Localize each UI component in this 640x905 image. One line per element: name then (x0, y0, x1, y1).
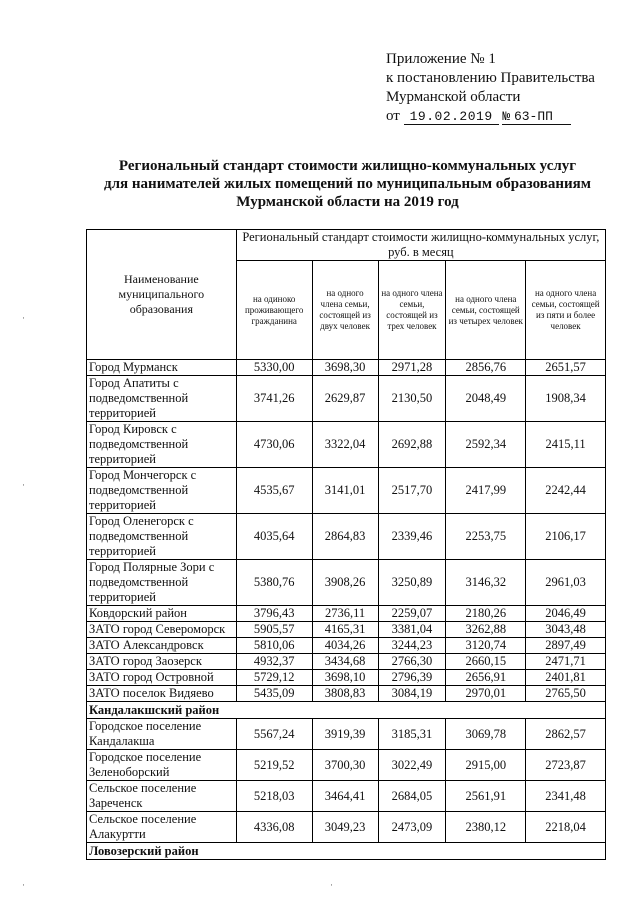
municipality-name: ЗАТО город Заозерск (87, 654, 237, 670)
table-row (87, 719, 606, 750)
cost-value: 2218,04 (526, 812, 606, 843)
section-row-kandalaksha (87, 702, 606, 719)
table-body (87, 360, 606, 860)
cost-value: 3069,78 (446, 719, 526, 750)
table-row (87, 750, 606, 781)
municipality-name: Город Кировск с подведомственной территорией (87, 422, 237, 468)
cost-value: 2339,46 (378, 514, 446, 560)
column-header: на одного члена семьи, состоящей из трех человек (378, 261, 446, 360)
municipality-name: Город Апатиты с подведомственной территорией (87, 376, 237, 422)
column-header: на одного члена семьи, состоящей из двух человек (312, 261, 378, 360)
cost-value: 2417,99 (446, 468, 526, 514)
cost-value: 2765,50 (526, 686, 606, 702)
cost-value: 2253,75 (446, 514, 526, 560)
municipality-name: Город Полярные Зори с подведомственной территорией (87, 560, 237, 606)
annex-block (386, 50, 595, 126)
municipality-name: ЗАТО город Островной (87, 670, 237, 686)
municipality-header: Наименование муниципального образования (87, 230, 237, 360)
cost-value: 4034,26 (312, 638, 378, 654)
cost-value: 3244,23 (378, 638, 446, 654)
cost-value: 3796,43 (236, 606, 312, 622)
cost-value: 2897,49 (526, 638, 606, 654)
cost-value: 2592,34 (446, 422, 526, 468)
title-line-2: для нанимателей жилых помещений по муниципальным образованиям (104, 176, 591, 192)
cost-value: 3741,26 (236, 376, 312, 422)
section-title: Кандалакшский район (87, 702, 606, 719)
column-header: на одиноко проживающего гражданина (236, 261, 312, 360)
municipality-name: Город Мончегорск с подведомственной территорией (87, 468, 237, 514)
cost-value: 2723,87 (526, 750, 606, 781)
municipality-name: Городское поселение Кандалакша (87, 719, 237, 750)
cost-value: 3022,49 (378, 750, 446, 781)
resolution-date: 19.02.2019 (404, 109, 499, 125)
municipality-name: Сельское поселение Алакуртти (87, 812, 237, 843)
cost-value: 4336,08 (236, 812, 312, 843)
column-header: на одного члена семьи, состоящей из четырех человек (446, 261, 526, 360)
cost-value: 2471,71 (526, 654, 606, 670)
column-header: на одного члена семьи, состоящей из пяти и более человек (526, 261, 606, 360)
cost-value: 3698,10 (312, 670, 378, 686)
cost-value: 3146,32 (446, 560, 526, 606)
cost-value: 2796,39 (378, 670, 446, 686)
cost-value: 5330,00 (236, 360, 312, 376)
cost-value: 3141,01 (312, 468, 378, 514)
cost-value: 2970,01 (446, 686, 526, 702)
cost-value: 3322,04 (312, 422, 378, 468)
cost-value: 2517,70 (378, 468, 446, 514)
cost-value: 2415,11 (526, 422, 606, 468)
cost-value: 3434,68 (312, 654, 378, 670)
cost-value: 2864,83 (312, 514, 378, 560)
cost-value: 2656,91 (446, 670, 526, 686)
cost-value: 1908,34 (526, 376, 606, 422)
municipality-name: ЗАТО город Североморск (87, 622, 237, 638)
cost-value: 3698,30 (312, 360, 378, 376)
table-row (87, 376, 606, 422)
municipality-name: ЗАТО поселок Видяево (87, 686, 237, 702)
municipality-name: Город Мурманск (87, 360, 237, 376)
cost-value: 5567,24 (236, 719, 312, 750)
cost-value: 2259,07 (378, 606, 446, 622)
cost-value: 4730,06 (236, 422, 312, 468)
table-row (87, 560, 606, 606)
annex-title: Приложение № 1 (386, 51, 496, 67)
cost-value: 2660,15 (446, 654, 526, 670)
cost-value: 2971,28 (378, 360, 446, 376)
title-line-3: Мурманской области на 2019 год (236, 194, 459, 210)
cost-value: 2684,05 (378, 781, 446, 812)
cost-value: 3250,89 (378, 560, 446, 606)
cost-value: 3185,31 (378, 719, 446, 750)
table-row (87, 622, 606, 638)
cost-value: 2130,50 (378, 376, 446, 422)
municipality-name: Сельское поселение Зареченск (87, 781, 237, 812)
cost-value: 2692,88 (378, 422, 446, 468)
cost-value: 5729,12 (236, 670, 312, 686)
table-row (87, 670, 606, 686)
cost-value: 2242,44 (526, 468, 606, 514)
resolution-number-wrap (502, 108, 571, 125)
table-row (87, 514, 606, 560)
municipality-name: Ковдорский район (87, 606, 237, 622)
cost-value: 3464,41 (312, 781, 378, 812)
cost-value: 2856,76 (446, 360, 526, 376)
section-title: Ловозерский район (87, 843, 606, 860)
cost-value: 2180,26 (446, 606, 526, 622)
municipality-name: Городское поселение Зеленоборский (87, 750, 237, 781)
cost-value: 2106,17 (526, 514, 606, 560)
cost-value: 5905,57 (236, 622, 312, 638)
cost-value: 4035,64 (236, 514, 312, 560)
cost-value: 2862,57 (526, 719, 606, 750)
cost-value: 3120,74 (446, 638, 526, 654)
cost-value: 3262,88 (446, 622, 526, 638)
cost-value: 3084,19 (378, 686, 446, 702)
cost-value: 2046,49 (526, 606, 606, 622)
cost-value: 5380,76 (236, 560, 312, 606)
cost-value: 4535,67 (236, 468, 312, 514)
annex-resolution: к постановлению Правительства (386, 70, 595, 86)
cost-value: 3049,23 (312, 812, 378, 843)
document-title (80, 157, 615, 211)
cost-value: 2561,91 (446, 781, 526, 812)
title-line-1: Региональный стандарт стоимости жилищно-коммунальных услуг (118, 158, 577, 174)
cost-value: 2401,81 (526, 670, 606, 686)
cost-value: 5810,06 (236, 638, 312, 654)
cost-value: 2961,03 (526, 560, 606, 606)
table-row (87, 812, 606, 843)
resolution-number: 63-ПП (513, 109, 553, 124)
cost-value: 2766,30 (378, 654, 446, 670)
municipality-name: Город Оленегорск с подведомственной территорией (87, 514, 237, 560)
table-row (87, 781, 606, 812)
cost-value: 2048,49 (446, 376, 526, 422)
cost-value: 3700,30 (312, 750, 378, 781)
cost-value: 3043,48 (526, 622, 606, 638)
standard-table (86, 229, 606, 860)
cost-value: 4165,31 (312, 622, 378, 638)
municipality-name: ЗАТО Александровск (87, 638, 237, 654)
cost-value: 2473,09 (378, 812, 446, 843)
cost-value: 4932,37 (236, 654, 312, 670)
cost-value: 2736,11 (312, 606, 378, 622)
cost-value: 2341,48 (526, 781, 606, 812)
cost-value: 2651,57 (526, 360, 606, 376)
cost-value: 5435,09 (236, 686, 312, 702)
cost-value: 3381,04 (378, 622, 446, 638)
group-header: Региональный стандарт стоимости жилищно-коммунальных услуг, руб. в месяц (236, 230, 605, 261)
cost-value: 2380,12 (446, 812, 526, 843)
table-row (87, 638, 606, 654)
cost-value: 3808,83 (312, 686, 378, 702)
table-row (87, 654, 606, 670)
table-row (87, 606, 606, 622)
cost-value: 3908,26 (312, 560, 378, 606)
table-row (87, 360, 606, 376)
number-label: № (502, 109, 511, 124)
annex-date-line (386, 107, 595, 126)
from-label: от (386, 108, 400, 124)
cost-value: 5218,03 (236, 781, 312, 812)
cost-value: 2629,87 (312, 376, 378, 422)
table-row (87, 468, 606, 514)
table-row (87, 422, 606, 468)
cost-value: 2915,00 (446, 750, 526, 781)
table-row (87, 686, 606, 702)
section-row-lovozero (87, 843, 606, 860)
annex-region: Мурманской области (386, 89, 521, 105)
cost-value: 5219,52 (236, 750, 312, 781)
cost-value: 3919,39 (312, 719, 378, 750)
